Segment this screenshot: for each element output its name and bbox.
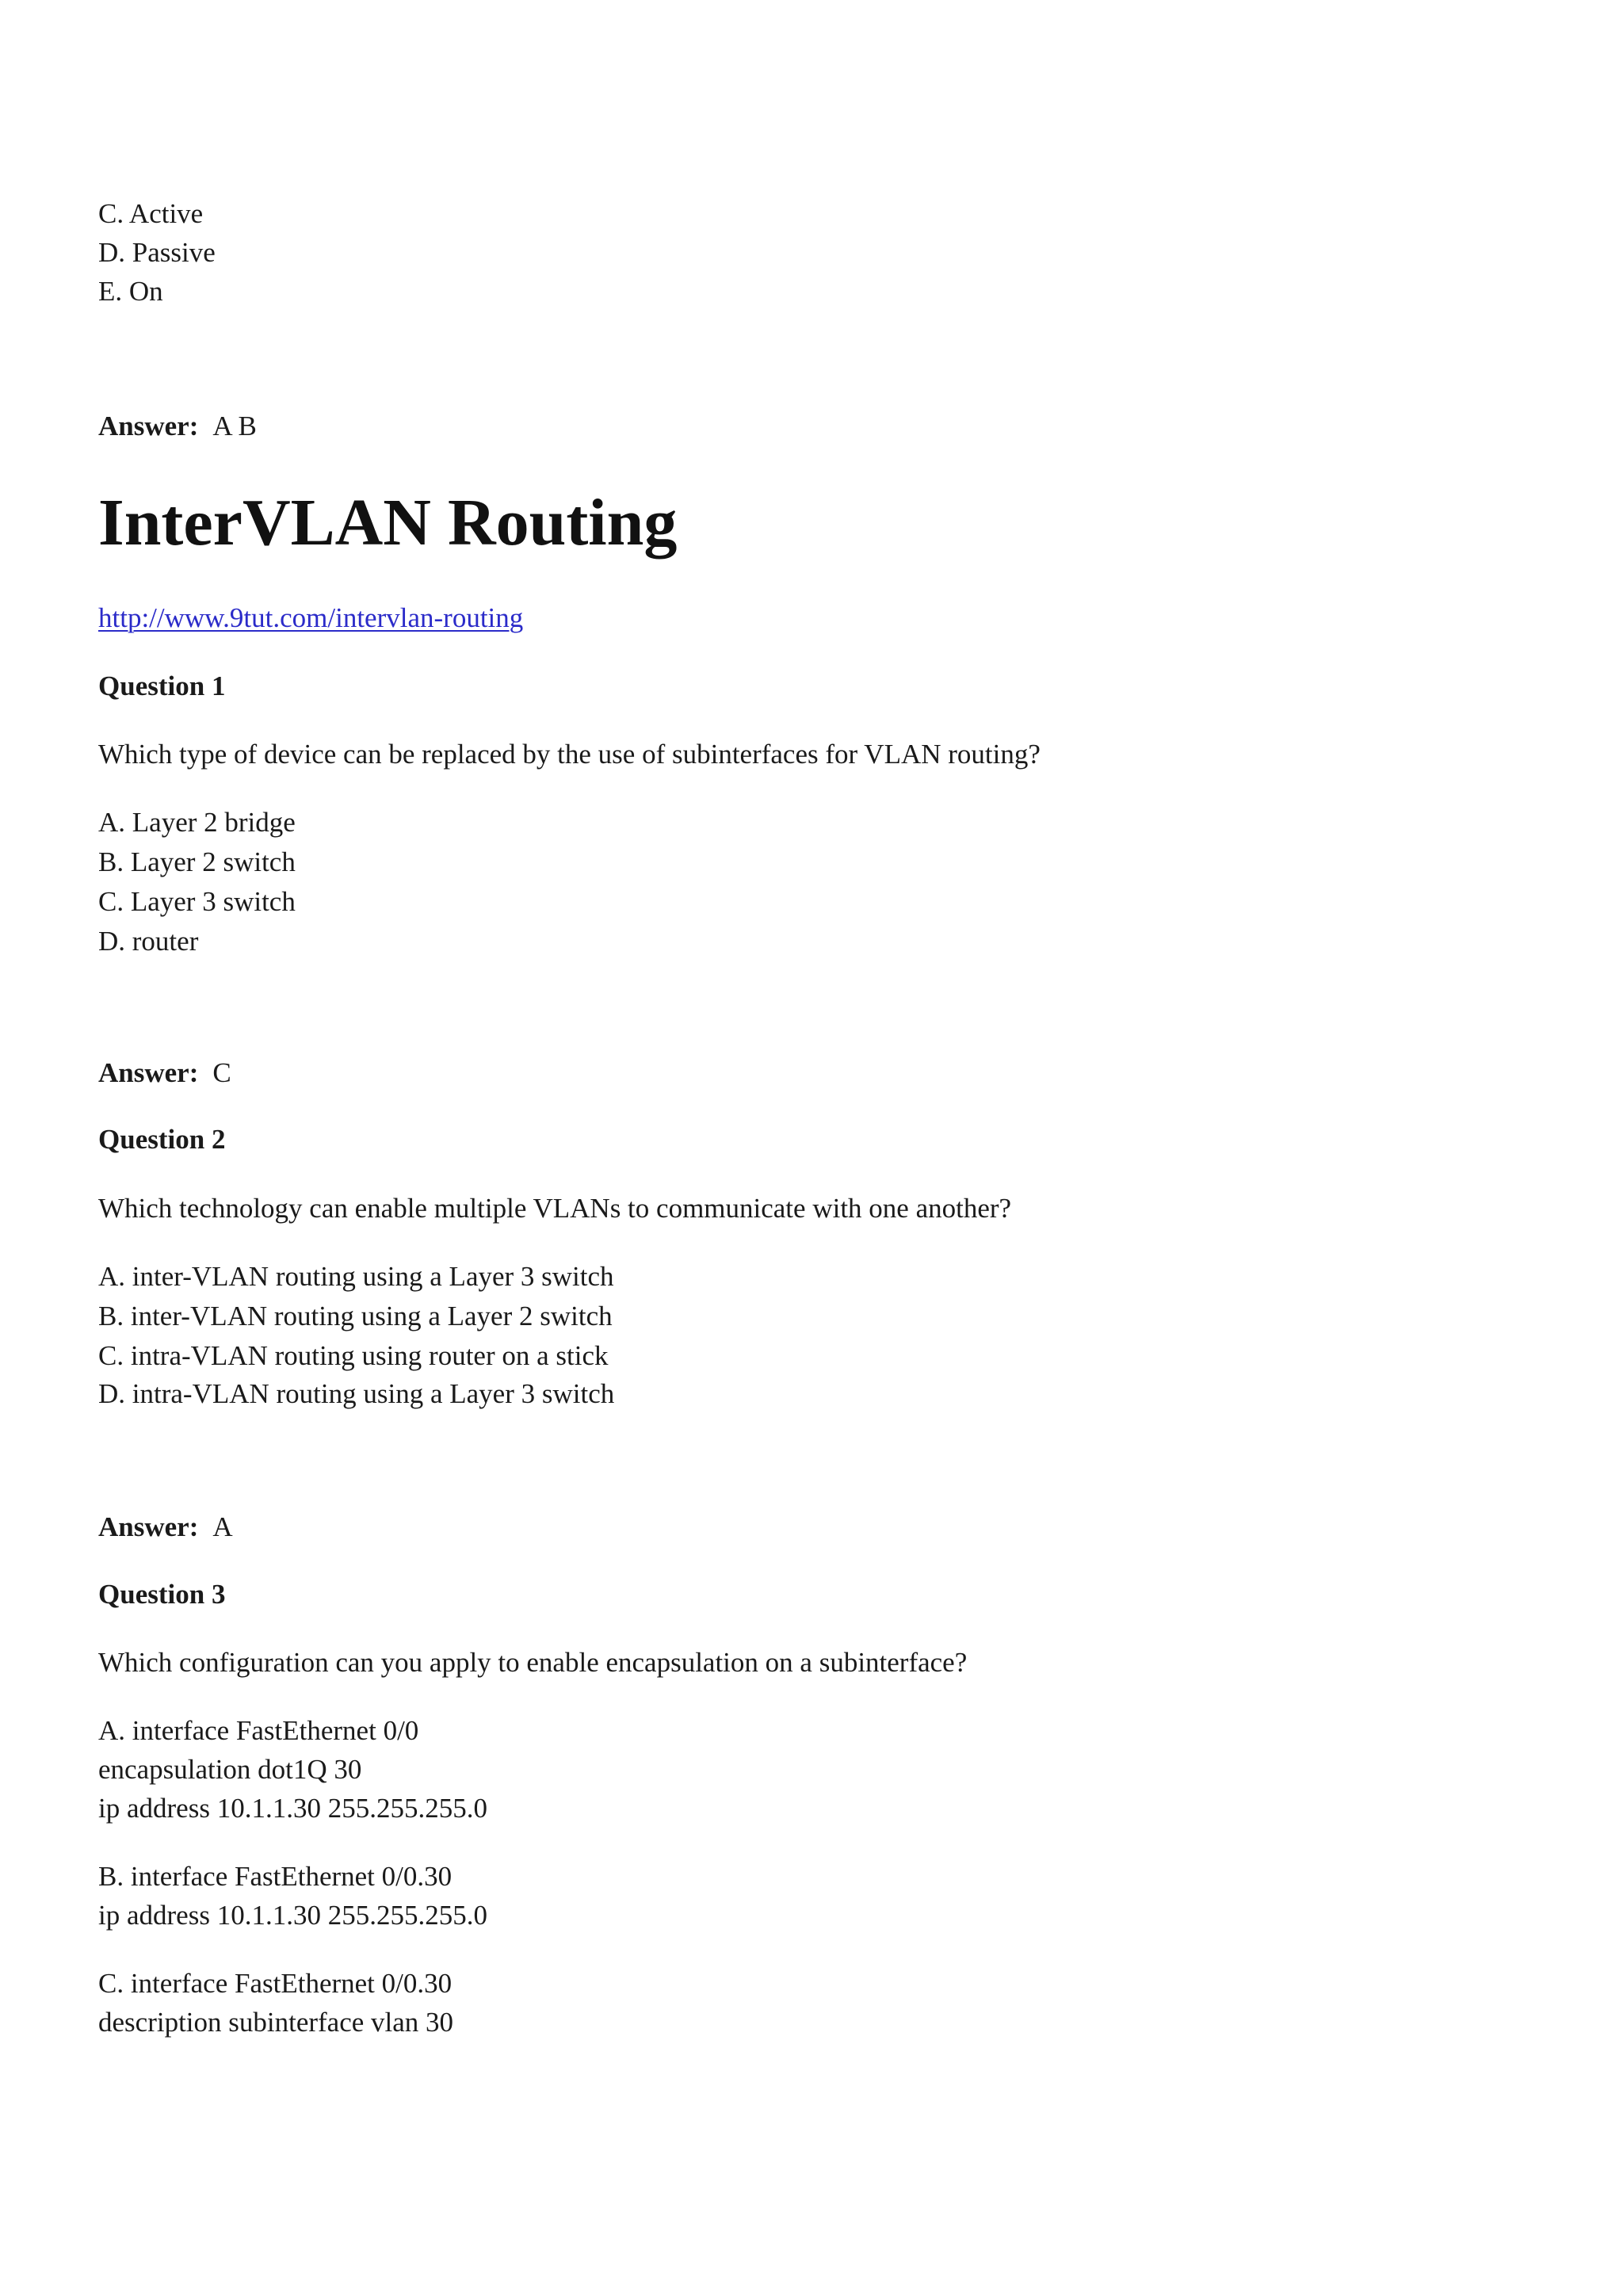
- section-link[interactable]: http://www.9tut.com/intervlan-routing: [98, 602, 524, 633]
- option-line: E. On: [98, 276, 163, 307]
- answer-label: Answer:: [98, 1511, 199, 1542]
- question-text: Which configuration can you apply to enable encapsulation on a subinterface?: [98, 1647, 968, 1678]
- answer-value: A: [212, 1511, 233, 1542]
- section-title: InterVLAN Routing: [98, 486, 678, 560]
- answer-line: [98, 409, 257, 444]
- question-text: Which type of device can be replaced by the use of subinterfaces for VLAN routing?: [98, 739, 1041, 770]
- question-text: Which technology can enable multiple VLANs to communicate with one another?: [98, 1193, 1012, 1224]
- answer-value: C: [212, 1057, 231, 1088]
- answer-label: Answer:: [98, 1057, 199, 1088]
- answer-label: Answer:: [98, 411, 199, 441]
- option-line: A. interface FastEthernet 0/0: [98, 1715, 419, 1746]
- option-line: B. interface FastEthernet 0/0.30: [98, 1861, 453, 1892]
- option-line: C. interface FastEthernet 0/0.30: [98, 1968, 453, 1999]
- option-line: C. Layer 3 switch: [98, 886, 296, 917]
- option-line: ip address 10.1.1.30 255.255.255.0: [98, 1900, 487, 1931]
- option-line: description subinterface vlan 30: [98, 2007, 454, 2038]
- option-line: C. intra-VLAN routing using router on a stick: [98, 1340, 609, 1371]
- option-line: C. Active: [98, 198, 204, 229]
- answer-line: [98, 1056, 231, 1091]
- option-line: A. Layer 2 bridge: [98, 807, 296, 838]
- answer-value: A B: [212, 411, 257, 441]
- question-title: Question 2: [98, 1124, 226, 1155]
- option-line: D. intra-VLAN routing using a Layer 3 switch: [98, 1378, 615, 1409]
- option-line: A. inter-VLAN routing using a Layer 3 switch: [98, 1261, 614, 1292]
- question-title: Question 3: [98, 1579, 226, 1610]
- question-title: Question 1: [98, 670, 226, 701]
- option-line: B. inter-VLAN routing using a Layer 2 switch: [98, 1301, 613, 1331]
- option-line: ip address 10.1.1.30 255.255.255.0: [98, 1793, 487, 1824]
- option-line: B. Layer 2 switch: [98, 846, 296, 877]
- answer-line: [98, 1510, 233, 1545]
- option-line: D. Passive: [98, 237, 216, 268]
- option-line: D. router: [98, 926, 199, 957]
- option-line: encapsulation dot1Q 30: [98, 1754, 362, 1785]
- section-link-line: [98, 601, 523, 636]
